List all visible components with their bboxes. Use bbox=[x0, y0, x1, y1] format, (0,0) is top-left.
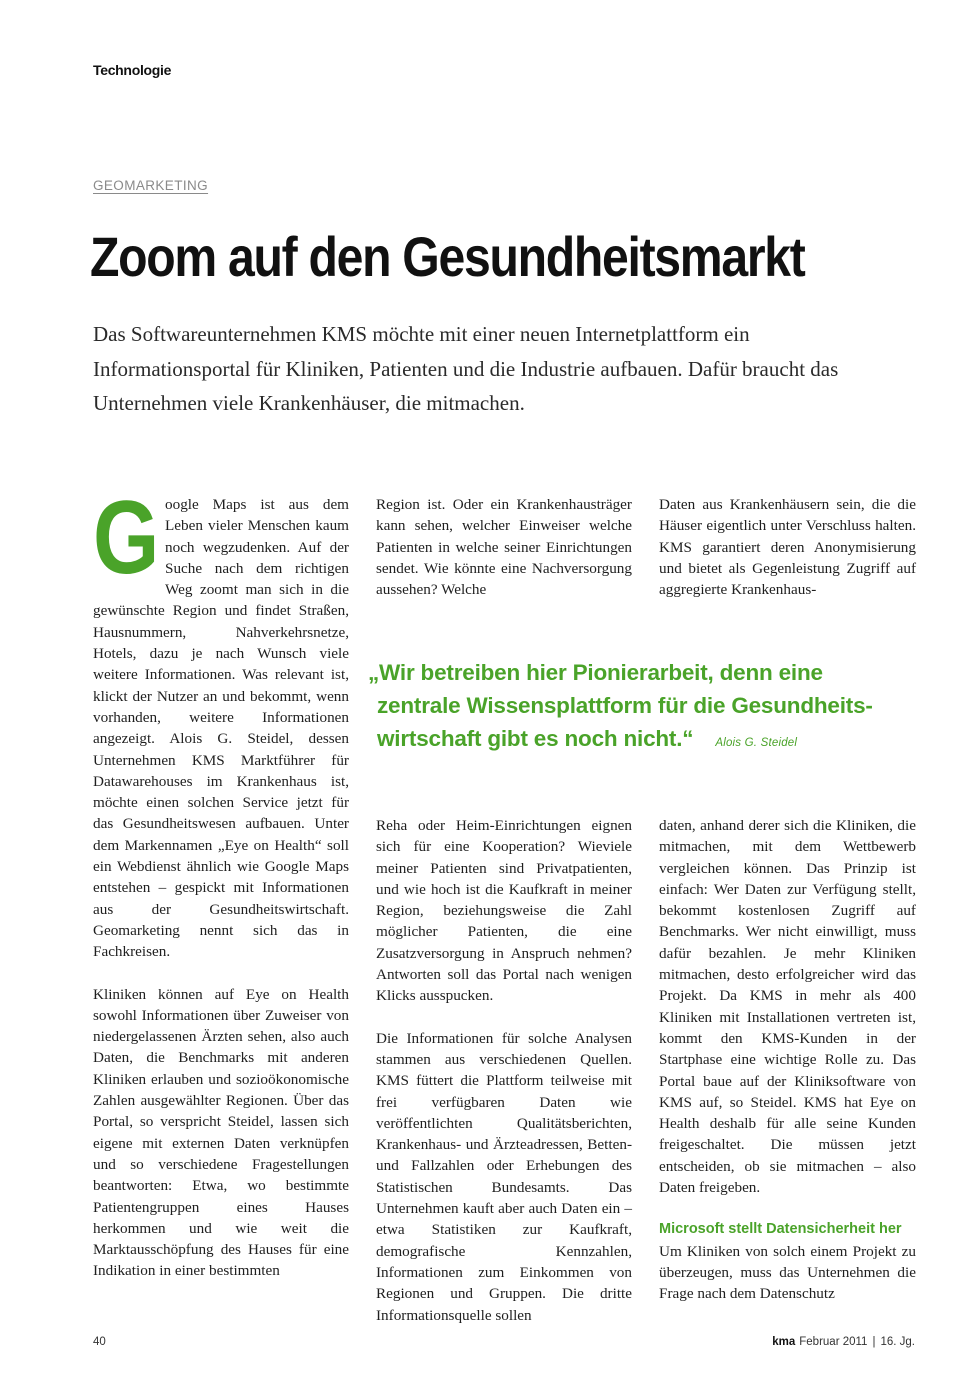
article-column-3-lower bbox=[659, 815, 916, 1305]
article-headline: Zoom auf den Gesundheitsmarkt bbox=[90, 225, 805, 288]
pull-quote-line: „Wir betreiben hier Pionierarbeit, denn eine bbox=[368, 660, 823, 685]
article-paragraph: Daten aus Krankenhäusern sein, die die Häuser eigentlich unter Verschluss halten. KMS garantiert deren Anonymisierung und bietet als Gegenleistung Zugriff auf aggregierte Krankenhaus- bbox=[659, 496, 916, 599]
pull-quote-line: zentrale Wissensplattform für die Gesundheits- bbox=[377, 693, 873, 718]
article-column-2-lower bbox=[376, 815, 632, 1326]
magazine-logo: kma bbox=[772, 1336, 796, 1348]
footer-separator: | bbox=[872, 1336, 876, 1348]
section-label: Technologie bbox=[93, 62, 172, 78]
pull-quote-text: wirtschaft gibt es noch nicht.“ bbox=[377, 726, 694, 751]
article-column-1 bbox=[93, 480, 349, 1282]
page-number: 40 bbox=[93, 1336, 106, 1348]
article-column-3-upper bbox=[659, 494, 916, 600]
article-paragraph: Kliniken können auf Eye on Health sowohl Informationen über Zuweiser von niedergelassenen Ärzten sehen, also auch Daten, die Benchmarks mit anderen Kliniken erlauben und sozioökonomische Zahlen ausgewählter Regionen. Über das Portal, so verspricht Steidel, lassen sich eigene mit externen Daten verknüpfen und so verschiedene Fragestellungen beantworten: Etwa, wo bestimmte Patientengruppen eines Hauses herkommen und wie weit die Marktausschöpfung des Hauses für eine Indikation in einer bestimmten bbox=[93, 985, 349, 1280]
article-paragraph bbox=[93, 480, 349, 963]
pull-quote bbox=[368, 656, 908, 760]
article-lead: Das Softwareunternehmen KMS möchte mit einer neuen Internetplattform ein Informationsportal für Kliniken, Patienten und die Industrie aufbauen. Dafür braucht das Unternehmen viele Krankenhäuser, die mitmachen. bbox=[93, 322, 839, 415]
article-paragraph: daten, anhand derer sich die Kliniken, die mitmachen, mit dem Wettbewerb vergleichen können. Das Prinzip ist einfach: Wer Daten zur Verfügung stellt, bekommt kostenlosen Zugriff auf Benchmarks. Wer nicht einwilligt, muss dafür bezahlen. Je mehr Kliniken mitmachen, desto erfolgreicher wird das Projekt. Da KMS in mehr als 400 Kliniken mit Installationen vertreten ist, kommt den KMS-Kunden in der Startphase eine wichtige Rolle zu. Das Portal baue auf der Kliniksoftware von KMS auf, so Steidel. KMS hat Eye on Health deshalb für alle seine Kunden freigeschaltet. Die müssen jetzt entscheiden, ob sie mitmachen – also Daten freigeben. bbox=[659, 817, 916, 1197]
pull-quote-line-last bbox=[368, 722, 908, 760]
footer-issue-info bbox=[772, 1336, 915, 1348]
quote-author: Alois G. Steidel bbox=[715, 737, 798, 749]
article-kicker: GEOMARKETING bbox=[93, 178, 209, 193]
article-paragraph: Um Kliniken von solch einem Projekt zu überzeugen, muss das Unternehmen die Frage nach dem Datenschutz bbox=[659, 1242, 916, 1303]
article-paragraph: Die Informationen für solche Analysen stammen aus verschiedenen Quellen. KMS füttert die Plattform teilweise mit frei verfügbaren Daten wie veröffentlichten Qualitätsberichten, Krankenhaus- und Ärzteadressen, Betten- und Fallzahlen oder Erhebungen des Statistischen Bundesamts. Das Unternehmen kauft aber auch Daten ein – etwa Statistiken zur Kaufkraft, demografische Kennzahlen, Informationen zum Einkommen von Regionen und Gruppen. Die dritte Informationsquelle sollen bbox=[376, 1029, 632, 1324]
issue-volume: 16. Jg. bbox=[880, 1336, 915, 1348]
drop-cap: G bbox=[93, 480, 160, 596]
article-subheading: Microsoft stellt Datensicherheit her bbox=[659, 1221, 902, 1238]
article-paragraph: Region ist. Oder ein Krankenhausträger kann sehen, welcher Einweiser welche Patienten in welche seiner Einrichtungen sendet. Wie könnte eine Nachversorgung aussehen? Welche bbox=[376, 496, 632, 599]
paragraph-text: oogle Maps ist aus dem Leben vieler Menschen kaum noch wegzudenken. Auf der Suche nach dem richtigen Weg zoomt man sich in die gewünschte Region und findet Straßen, Hausnummern, Nahverkehrsnetze, Hotels, dazu je nach Wunsch viele weitere Informationen. Was relevant ist, klickt der Nutzer an und bekommt, wenn vorhanden, weitere Informationen angezeigt. Alois G. Steidel, dessen Unternehmen KMS Marktführer für Datawarehouses im Krankenhaus ist, möchte einen solchen Service jetzt für das Gesundheitswesen aufbauen. Unter dem Markennamen „Eye on Health“ soll ein Webdienst ähnlich wie Google Maps entstehen – gespickt mit Informationen aus der Gesundheitswirtschaft. Geomarketing nennt sich das in Fachkreisen. bbox=[93, 496, 349, 961]
issue-date: Februar 2011 bbox=[799, 1336, 868, 1348]
article-paragraph: Reha oder Heim-Einrichtungen eignen sich für eine Kooperation? Wieviele meiner Patienten sind Privatpatienten, und wie hoch ist die Kaufkraft in meiner Region, beziehungsweise die Zahl möglicher Patienten, die eine Zusatzversorgung in Anspruch nehmen? Antworten soll das Portal nach wenigen Klicks ausspucken. bbox=[376, 817, 632, 1005]
article-column-2-upper bbox=[376, 494, 632, 600]
